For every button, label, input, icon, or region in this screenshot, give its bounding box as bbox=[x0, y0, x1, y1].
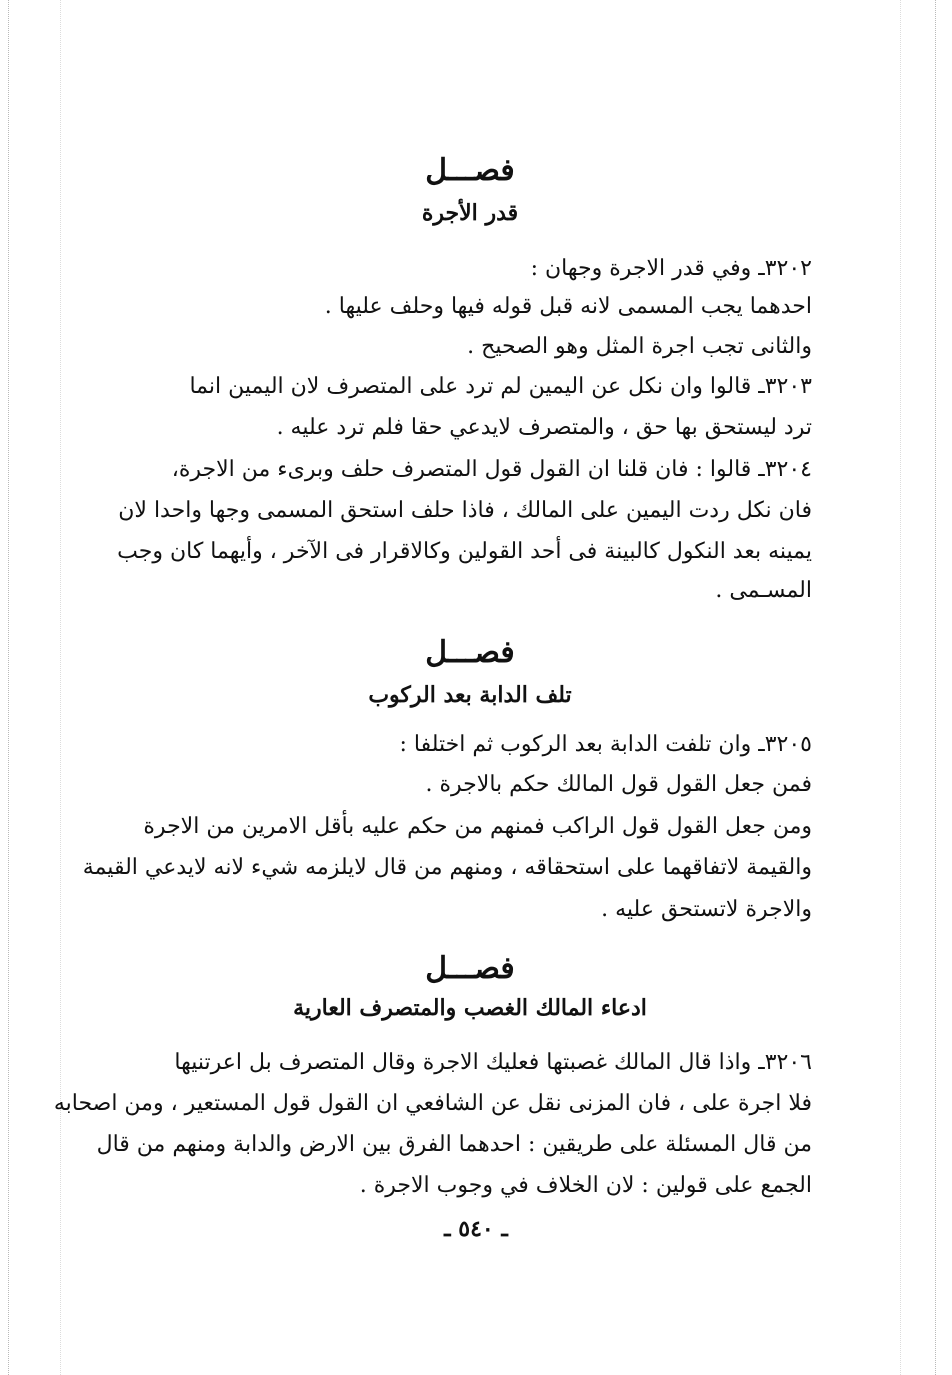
paragraph-line: ٣٢٠٢ـ وفي قدر الاجرة وجهان : bbox=[530, 256, 812, 281]
section-subtitle: ادعاء المالك الغصب والمتصرف العارية bbox=[293, 995, 647, 1021]
section-heading: فصـــل bbox=[425, 153, 515, 188]
scan-edge-dots bbox=[935, 0, 936, 1375]
paragraph-line: فمن جعل القول قول المالك حكم بالاجرة . bbox=[425, 772, 812, 797]
scan-edge-dots bbox=[8, 0, 9, 1375]
paragraph-line: والقيمة لاتفاقهما على استحقاقه ، ومنهم من قال لايلزمه شيء لانه لايدعي القيمة bbox=[82, 855, 812, 880]
scan-edge-dots bbox=[900, 0, 901, 1375]
section-heading: فصـــل bbox=[425, 951, 515, 986]
paragraph-line: فان نكل ردت اليمين على المالك ، فاذا حلف استحق المسمى وجها واحدا لان bbox=[118, 498, 812, 523]
paragraph-line: والثانى تجب اجرة المثل وهو الصحيح . bbox=[467, 334, 812, 359]
paragraph-line: ومن جعل القول قول الراكب فمنهم من حكم عليه بأقل الامرين من الاجرة bbox=[143, 814, 812, 839]
paragraph-line: المسـمى . bbox=[715, 578, 812, 603]
paragraph-line: احدهما يجب المسمى لانه قبل قوله فيها وحلف عليها . bbox=[324, 294, 812, 319]
paragraph-line: ٣٢٠٦ـ واذا قال المالك غصبتها فعليك الاجرة وقال المتصرف بل اعرتنيها bbox=[174, 1050, 812, 1075]
paragraph-line: ٣٢٠٤ـ قالوا : فان قلنا ان القول قول المتصرف حلف وبرىء من الاجرة، bbox=[171, 457, 812, 482]
paragraph-line: ٣٢٠٥ـ وان تلفت الدابة بعد الركوب ثم اختلفا : bbox=[399, 732, 812, 757]
paragraph-line: فلا اجرة على ، فان المزنى نقل عن الشافعي ان القول قول المستعير ، ومن اصحابه bbox=[53, 1091, 812, 1116]
page-number: ـ ٥٤٠ ـ bbox=[444, 1216, 508, 1242]
section-heading: فصـــل bbox=[425, 635, 515, 670]
paragraph-line: ٣٢٠٣ـ قالوا وان نكل عن اليمين لم ترد على المتصرف لان اليمين انما bbox=[189, 374, 812, 399]
paragraph-line: يمينه بعد النكول كالبينة فى أحد القولين وكالاقرار فى الآخر ، وأيهما كان وجب bbox=[117, 539, 812, 564]
section-subtitle: قدر الأجرة bbox=[421, 200, 519, 226]
paragraph-line: من قال المسئلة على طريقين : احدهما الفرق بين الارض والدابة ومنهم من قال bbox=[96, 1132, 812, 1157]
section-subtitle: تلف الدابة بعد الركوب bbox=[368, 682, 572, 708]
scan-edge-dots bbox=[60, 0, 61, 1375]
paragraph-line: الجمع على قولين : لان الخلاف في وجوب الاجرة . bbox=[359, 1173, 812, 1198]
paragraph-line: والاجرة لاتستحق عليه . bbox=[601, 897, 812, 922]
paragraph-line: ترد ليستحق بها حق ، والمتصرف لايدعي حقا فلم ترد عليه . bbox=[276, 415, 812, 440]
